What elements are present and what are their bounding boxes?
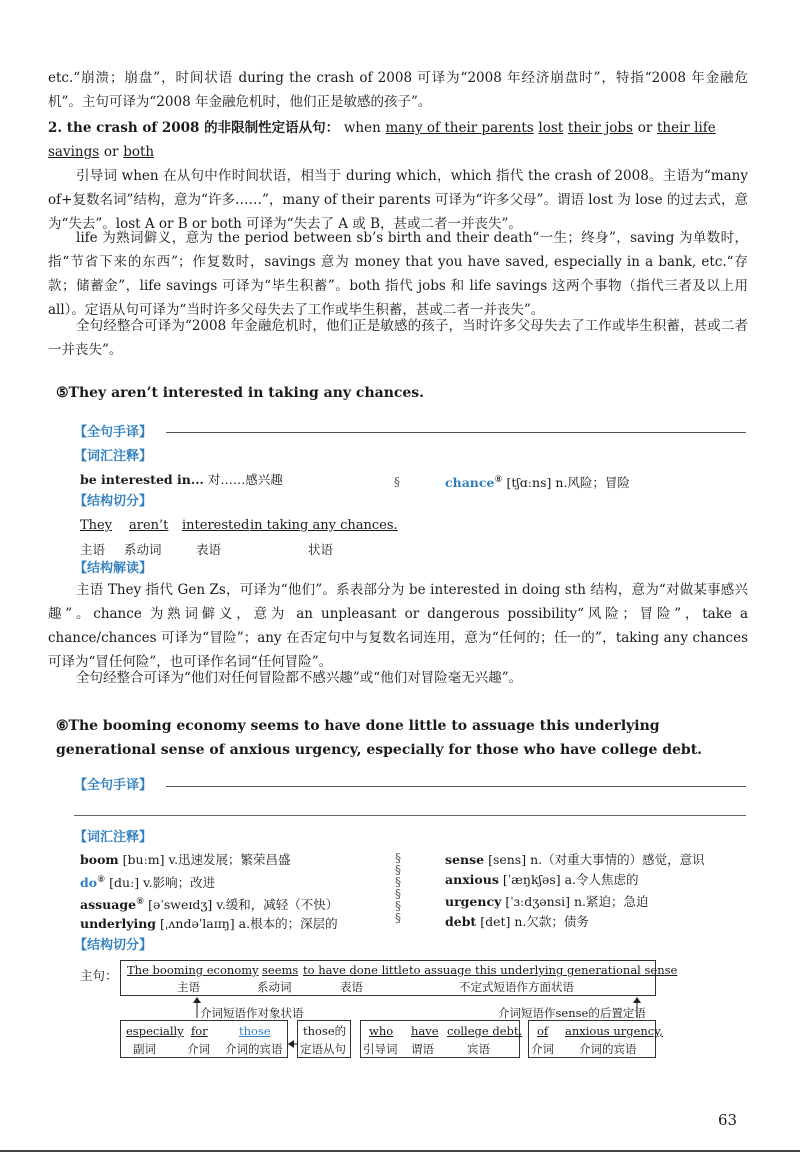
paragraph-when-clause: 引导词 when 在从句中作时间状语，相当于 during which，which 指代 the crash of 2008。主语为“many of+复数名词”结构，意为“许多……”，many of their parents 可译为“许多父母”。谓语 lost 为 lose 的过去式，意为“失去”。lost A or B or both 可译为“失去了 A 或 B，甚或二者一并丧失”。 — [48, 168, 748, 232]
vocab-term: boom — [80, 852, 119, 867]
word-college-debt: college debt. — [447, 1024, 523, 1038]
box-especially-for-those — [120, 1020, 288, 1058]
vocab-separator-glyph: § — [395, 887, 401, 901]
vocab-term: urgency — [445, 894, 502, 909]
vocab-separator-glyph: § — [395, 899, 401, 913]
vocab-separator-glyph: § — [395, 911, 401, 925]
word-who: who — [369, 1024, 394, 1038]
tag-structure-split-6: 【结构切分】 — [74, 938, 153, 953]
vocab-term: chance — [445, 475, 495, 491]
tag-structure-split-5: 【结构切分】 — [74, 494, 153, 509]
vocab-term: underlying — [80, 916, 157, 931]
tag-full-translation-6: 【全句手译】 — [74, 778, 153, 793]
vocab-definition: [duː] v.影响；改进 — [109, 875, 216, 891]
vocab-definition: [det] n.欠款；债务 — [480, 914, 589, 929]
word-those: those — [239, 1024, 271, 1038]
word-anxious-urgency: anxious urgency, — [565, 1024, 663, 1038]
main-word-link-verb: seems — [262, 963, 299, 977]
page-number: 63 — [718, 1111, 738, 1129]
main-label-link-verb: 系动词 — [257, 980, 292, 994]
main-word-predicative: to have done little — [303, 963, 409, 977]
tag-vocabulary-6: 【词汇注释】 — [74, 830, 153, 845]
label-preposition-2: 介词 — [531, 1042, 554, 1056]
segment-subject: They — [80, 518, 113, 533]
label-attributive-clause: 定语从句 — [300, 1042, 346, 1056]
main-clause-label: 主句： — [80, 968, 118, 983]
vocab-mark: ⑧ — [136, 897, 145, 907]
vocab-term: do — [80, 875, 98, 891]
subhead-prefix: 2. the crash of 2008 的非限制性定语从句： — [48, 120, 340, 136]
tag-structure-explain-5: 【结构解读】 — [74, 561, 153, 576]
tag-vocabulary-5: 【词汇注释】 — [74, 449, 153, 464]
vocab-separator-glyph: § — [395, 875, 401, 889]
note-object-adverbial: 介词短语作对象状语 — [200, 1006, 304, 1020]
box-of-anxious-urgency — [528, 1020, 663, 1058]
main-word-subject: The booming economy — [127, 963, 259, 977]
word-for: for — [191, 1024, 208, 1038]
segment-link-verb: aren’t — [129, 518, 169, 533]
subhead-when: when — [343, 120, 381, 136]
label-adverb: 副词 — [133, 1042, 156, 1056]
paragraph-q5-translation: 全句经整合可译为“他们对任何冒险都不感兴趣”或“他们对冒险毫无兴趣”。 — [76, 670, 523, 686]
vocab-mark: ⑧ — [494, 475, 503, 485]
main-word-adverbial: to assuage this underlying generational sense — [409, 963, 678, 977]
segment-adverbial: in taking any chances. — [250, 518, 398, 533]
subhead-object-2: their life savings — [48, 120, 716, 160]
label-object: 宾语 — [467, 1042, 490, 1056]
box-who-have-debt — [360, 1020, 523, 1058]
segment-predicative: interested — [182, 518, 250, 533]
sentence-6-title: ⑥The booming economy seems to have done little to assuage this underlying generational sense of anxious urgency, especially for those who have college debt. — [56, 718, 703, 758]
vocab-term: anxious — [445, 872, 499, 887]
arrow-clause-head — [288, 1040, 294, 1048]
vocab-term: sense — [445, 852, 485, 867]
paragraph-crash-translation: etc.“崩溃；崩盘”，时间状语 during the crash of 2008 可译为“2008 年经济崩盘时”，特指“2008 年金融危机”。主句可译为“2008 年金融危机时，他们正是敏感的孩子”。 — [48, 70, 748, 110]
vocab-separator: § — [394, 475, 400, 489]
vocab-separator-glyph: § — [395, 851, 401, 865]
footer-rule — [0, 1150, 800, 1152]
label-subject: 主语 — [80, 542, 106, 557]
main-label-predicative: 表语 — [340, 980, 363, 994]
vocab-definition: [ˌʌndəˈlaɪɪŋ] a.根本的；深层的 — [160, 916, 338, 931]
vocab-definition: [ˈæŋkʃəs] a.令人焦虑的 — [502, 872, 639, 887]
word-have: have — [411, 1024, 439, 1038]
vocab-definition: [sens] n.（对重大事情的）感觉，意识 — [488, 852, 705, 867]
subhead-object-1: their jobs — [567, 120, 633, 136]
label-introducer: 引导词 — [363, 1042, 398, 1056]
label-prep-object: 介词的宾语 — [225, 1042, 283, 1056]
paragraph-q5-explain: 主语 They 指代 Gen Zs，可译为“他们”。系表部分为 be interested in doing sth 结构，意为“对做某事感兴趣”。chance 为熟词僻义，意为 an unpleasant or dangerous possibility“风险；冒险”，take a chance/chances 可译为“冒险”；any 在否定句中与复数名词连用，意为“任何的；任一的”，taking any chances 可译为“冒任何险”，也可译作名词“任何冒险”。 — [48, 582, 748, 670]
sentence-5-title: ⑤They aren’t interested in taking any chances. — [56, 385, 425, 401]
vocab-definition: [əˈsweɪdʒ] v.缓和，减轻（不快） — [148, 897, 339, 913]
vocab-term: debt — [445, 914, 477, 929]
subhead-object-3: both — [123, 144, 155, 160]
vocab-separator-glyph: § — [395, 863, 401, 877]
word-of: of — [537, 1024, 549, 1038]
vocab-term: be interested in... — [80, 472, 204, 487]
word-those-of: those的 — [303, 1024, 347, 1038]
subhead-verb: lost — [538, 120, 564, 136]
main-label-adverbial: 不定式短语作方面状语 — [459, 980, 574, 994]
main-label-subject: 主语 — [177, 980, 200, 994]
paragraph-life-savings: life 为熟词僻义，意为 the period between sb’s birth and their death“一生；终身”，saving 为单数时，指“节省下来的东西”；作复数时，savings 意为 money that you have saved, especially in a bank, etc.“存款；储蓄金”，life savings 可译为“毕生积蓄”。both 指代 jobs 和 life savings 这两个事物（指代三者及以上用 all）。定语从句可译为“当时许多父母失去了工作或毕生积蓄，甚或二者一并丧失”。 — [48, 230, 748, 318]
vocab-definition: 对……感兴趣 — [207, 472, 283, 487]
vocab-definition: [buːm] v.迅速发展；繁荣昌盛 — [122, 852, 291, 867]
paragraph-full-translation: 全句经整合可译为“2008 年金融危机时，他们正是敏感的孩子，当时许多父母失去了工作或毕生积蓄，甚或二者一并丧失”。 — [48, 318, 748, 358]
box-those-clause — [297, 1020, 351, 1058]
label-preposition: 介词 — [187, 1042, 210, 1056]
note-postmodifier: 介词短语作sense的后置定语 — [498, 1006, 646, 1020]
label-link-verb: 系动词 — [124, 542, 162, 557]
subhead-or-2: or — [103, 144, 119, 160]
label-predicative: 表语 — [196, 542, 222, 557]
vocab-definition: [ˈɜːdʒənsi] n.紧迫；急迫 — [505, 894, 649, 909]
tag-full-translation-5: 【全句手译】 — [74, 425, 153, 440]
vocab-mark: ⑧ — [97, 875, 106, 885]
word-especially: especially — [126, 1024, 184, 1038]
label-adverbial: 状语 — [308, 542, 334, 557]
label-predicate: 谓语 — [411, 1042, 434, 1056]
subhead-subject: many of their parents — [385, 120, 534, 136]
subhead-or: or — [637, 120, 653, 136]
label-prep-object-2: 介词的宾语 — [579, 1042, 637, 1056]
vocab-term: assuage — [80, 897, 137, 913]
vocab-definition: [tʃɑːns] n.风险；冒险 — [506, 475, 630, 491]
